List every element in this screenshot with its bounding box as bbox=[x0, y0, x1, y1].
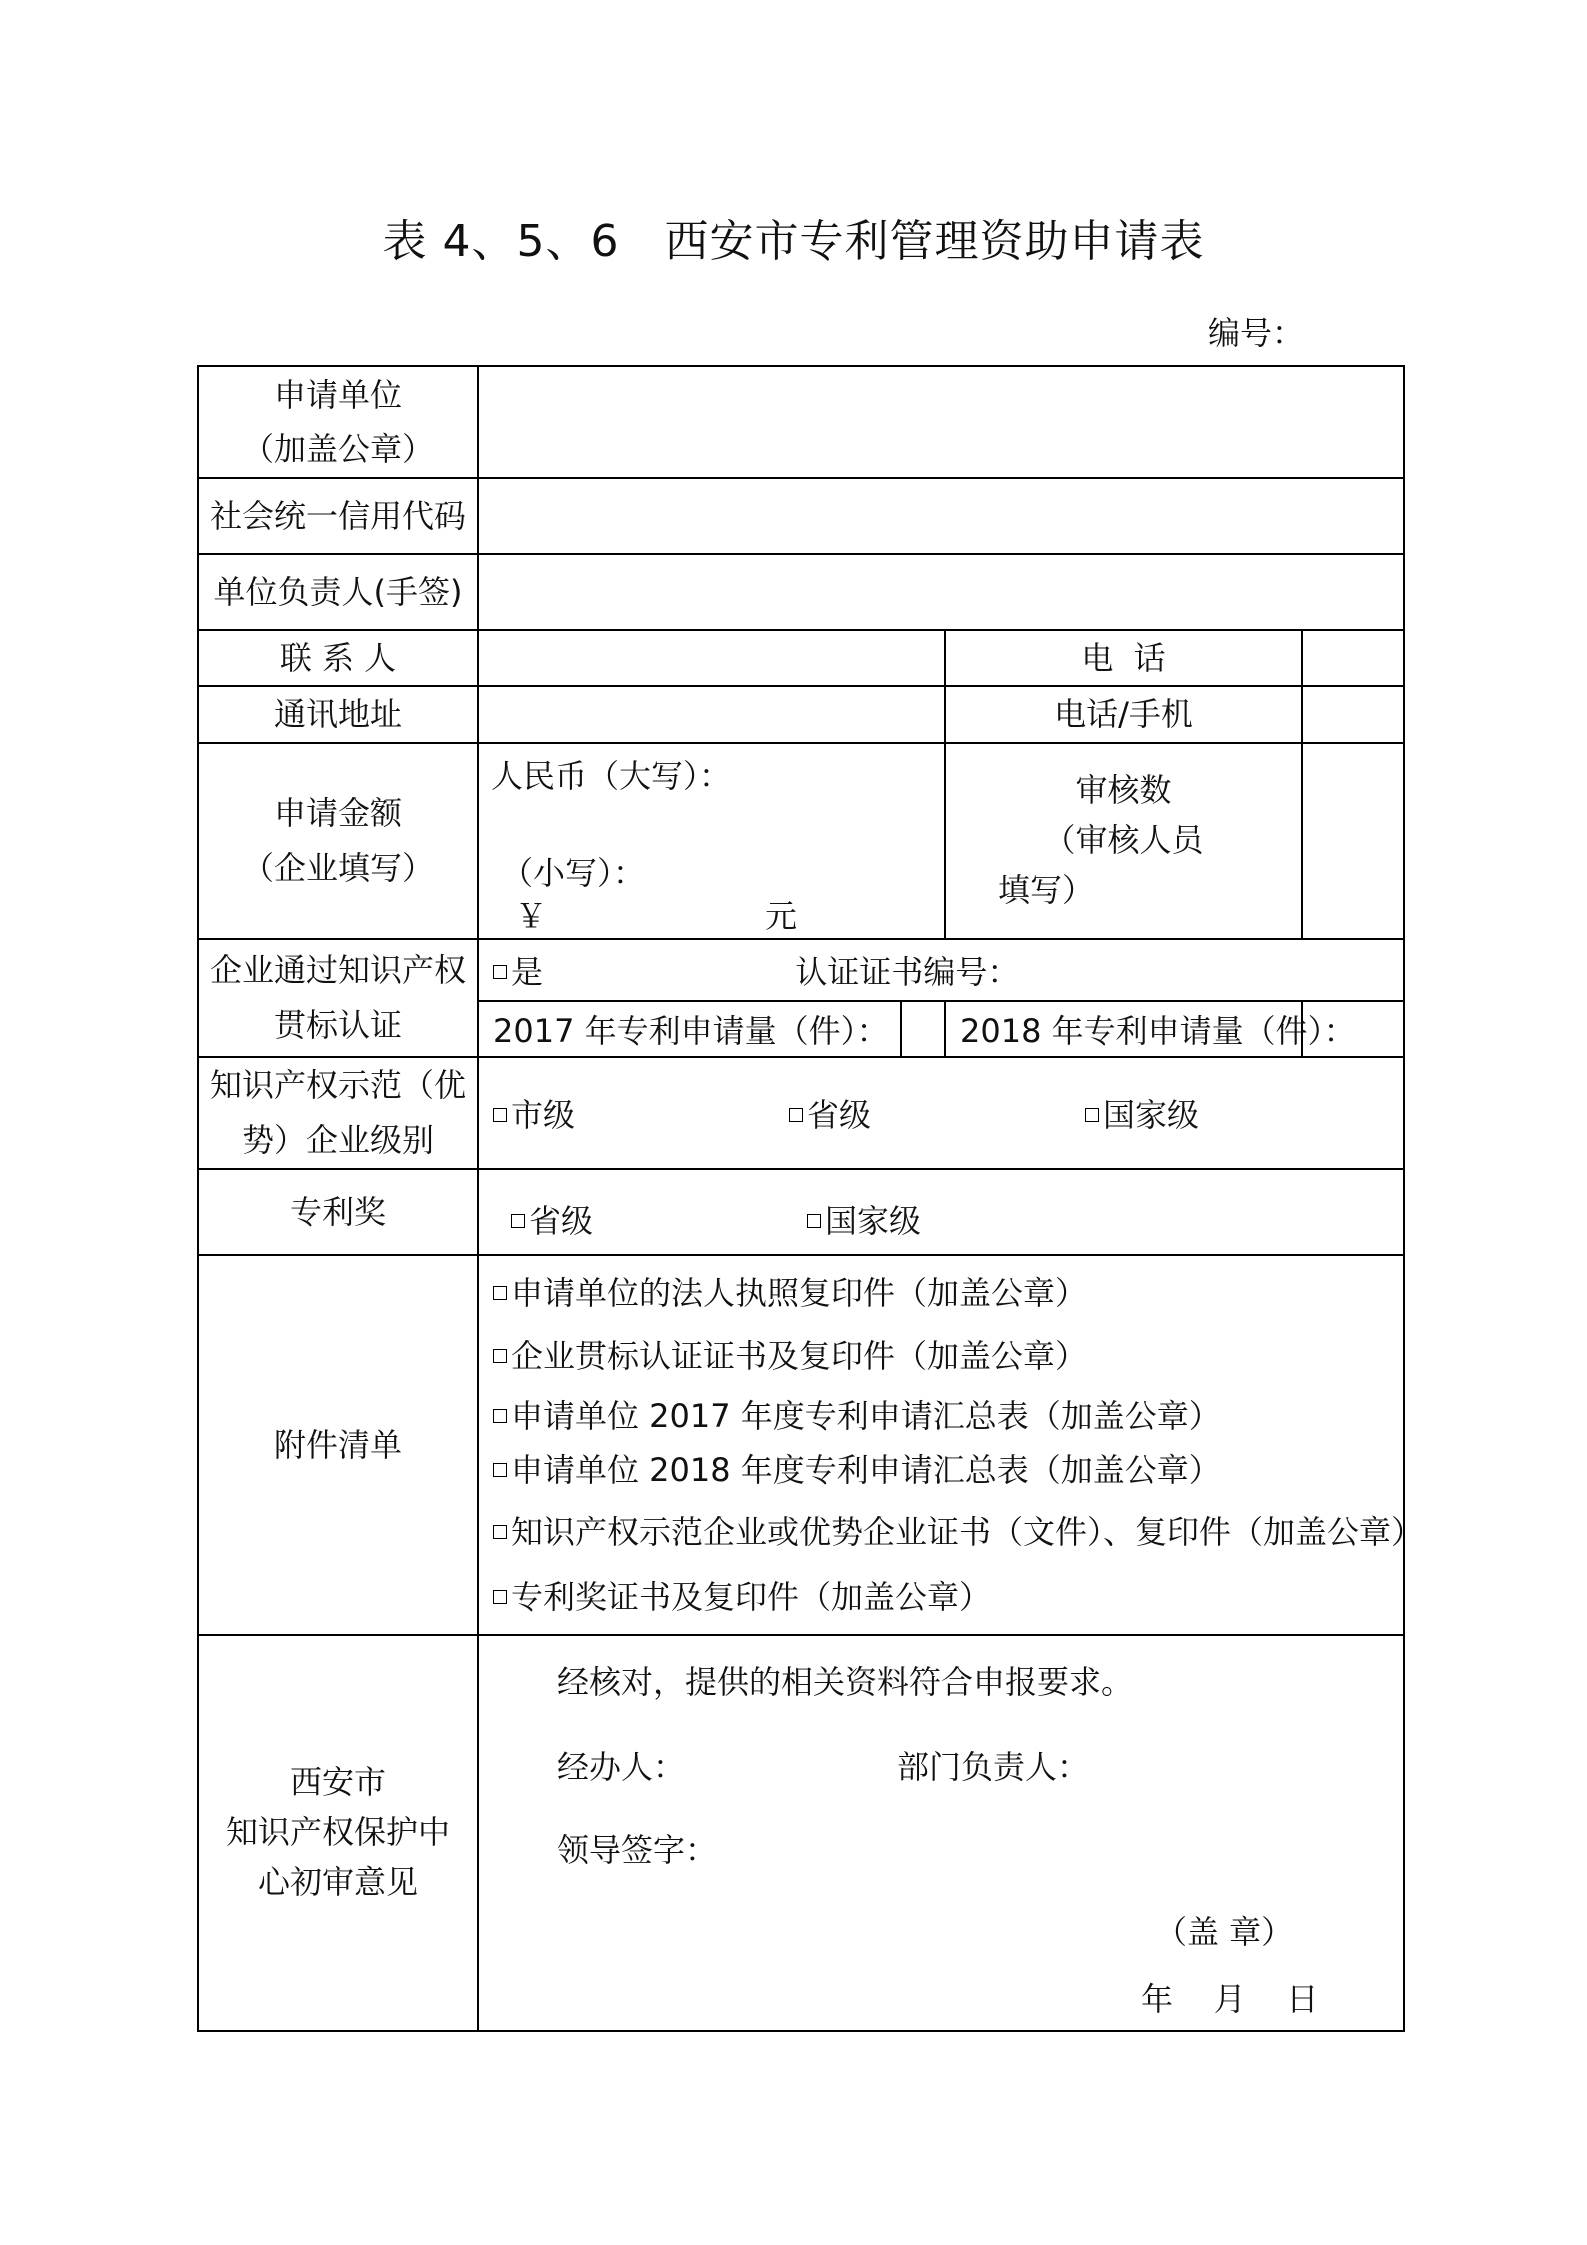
applicant-unit-label-cell bbox=[198, 366, 478, 478]
patent-award-province-checkbox[interactable] bbox=[511, 1214, 525, 1228]
credit-code-field[interactable] bbox=[478, 478, 1404, 554]
demo-level-national-label: 国家级 bbox=[1103, 1095, 1200, 1134]
amount-field-content bbox=[479, 745, 944, 937]
attachment-item-label: 专利奖证书及复印件（加盖公章） bbox=[511, 1577, 992, 1616]
patent-award-label: 专利奖 bbox=[198, 1169, 478, 1255]
review-content-cell bbox=[478, 1635, 1404, 2031]
attachment-item bbox=[479, 1567, 1403, 1627]
review-amount-label-cell bbox=[945, 743, 1302, 939]
attachment-checkbox[interactable] bbox=[493, 1463, 507, 1477]
demo-level-city-checkbox[interactable] bbox=[493, 1108, 507, 1122]
address-label: 通讯地址 bbox=[198, 686, 478, 742]
attachment-checkbox[interactable] bbox=[493, 1349, 507, 1363]
serial-number-label: 编号： bbox=[1208, 314, 1305, 352]
document-title: 表 4、5、6 西安市专利管理资助申请表 bbox=[382, 216, 1205, 267]
amount-label-cell bbox=[198, 743, 478, 939]
review-amount-note-1: （审核人员 bbox=[1043, 820, 1204, 859]
patent-award-national-label: 国家级 bbox=[825, 1201, 922, 1240]
seal-label: （盖 章） bbox=[1155, 1912, 1294, 1951]
amount-field[interactable] bbox=[478, 743, 945, 939]
patent-award-province-label: 省级 bbox=[529, 1201, 594, 1240]
demo-level-province-checkbox[interactable] bbox=[789, 1108, 803, 1122]
attachment-item bbox=[479, 1323, 1403, 1389]
mobile-label: 电话/手机 bbox=[945, 686, 1302, 742]
amount-label-note: （企业填写） bbox=[241, 848, 434, 887]
attachment-item-label: 申请单位的法人执照复印件（加盖公章） bbox=[511, 1273, 1088, 1312]
apply-2017-field[interactable] bbox=[901, 1001, 945, 1057]
phone-field[interactable] bbox=[1302, 630, 1404, 686]
review-label-cell bbox=[198, 1635, 478, 2031]
apply-2017-label: 2017 年专利申请量（件）： bbox=[478, 1001, 901, 1057]
review-amount-label: 审核数 bbox=[1075, 771, 1172, 810]
applicant-unit-field[interactable] bbox=[478, 366, 1404, 478]
attachment-checkbox[interactable] bbox=[493, 1590, 507, 1604]
patent-award-options bbox=[478, 1169, 1404, 1255]
attachment-item-label: 申请单位 2018 年度专利申请汇总表（加盖公章） bbox=[511, 1450, 1221, 1489]
cert-number-label: 认证证书编号： bbox=[795, 952, 1020, 991]
certification-yes-label: 是 bbox=[511, 952, 544, 991]
mobile-field[interactable] bbox=[1302, 686, 1404, 742]
demo-level-label-2: 势）企业级别 bbox=[241, 1120, 434, 1159]
attachment-item bbox=[479, 1497, 1424, 1567]
leader-sign-label: 领导签字： bbox=[557, 1830, 718, 1869]
address-field[interactable] bbox=[478, 686, 945, 742]
application-form-table bbox=[197, 365, 1424, 2032]
contact-label: 联 系 人 bbox=[198, 630, 478, 686]
unit-head-label: 单位负责人(手签) bbox=[198, 554, 478, 630]
patent-award-national-checkbox[interactable] bbox=[807, 1214, 821, 1228]
applicant-unit-label: 申请单位 bbox=[273, 375, 402, 414]
attachment-item bbox=[479, 1389, 1403, 1443]
rmb-lower-label: （小写）： bbox=[501, 853, 646, 892]
demo-level-options bbox=[478, 1057, 1404, 1169]
rmb-upper-label: 人民币（大写）： bbox=[491, 756, 732, 795]
certification-label: 企业通过知识产权 bbox=[209, 951, 466, 990]
certification-yes-checkbox[interactable] bbox=[493, 965, 507, 979]
credit-code-label: 社会统一信用代码 bbox=[198, 478, 478, 554]
demo-level-province-label: 省级 bbox=[807, 1095, 872, 1134]
yen-symbol: ￥ bbox=[515, 896, 548, 935]
handler-label: 经办人： bbox=[557, 1747, 686, 1786]
attachment-item bbox=[479, 1443, 1403, 1497]
demo-level-label: 知识产权示范（优 bbox=[209, 1066, 466, 1105]
phone-label: 电 话 bbox=[945, 630, 1302, 686]
review-amount-note-2: 填写） bbox=[998, 870, 1095, 909]
attachment-checkbox[interactable] bbox=[493, 1525, 507, 1539]
review-label-3: 心初审意见 bbox=[257, 1862, 418, 1901]
apply-2018-label: 2018 年专利申请量（件）： bbox=[945, 1001, 1302, 1057]
certification-yes-row bbox=[478, 939, 1404, 1001]
certification-label-cell bbox=[198, 939, 478, 1057]
attachment-checkbox[interactable] bbox=[493, 1286, 507, 1300]
demo-level-label-cell bbox=[198, 1057, 478, 1169]
attachment-item bbox=[479, 1263, 1403, 1323]
review-statement: 经核对，提供的相关资料符合申报要求。 bbox=[557, 1662, 1134, 1701]
review-label-1: 西安市 bbox=[289, 1763, 386, 1802]
review-content bbox=[479, 1637, 1403, 2029]
attachment-item-label: 企业贯标认证证书及复印件（加盖公章） bbox=[511, 1336, 1088, 1375]
certification-label-2: 贯标认证 bbox=[273, 1005, 402, 1044]
review-label-2: 知识产权保护中 bbox=[225, 1812, 450, 1851]
attachment-checkbox[interactable] bbox=[493, 1409, 507, 1423]
attachments-label: 附件清单 bbox=[198, 1255, 478, 1635]
dept-head-label: 部门负责人： bbox=[897, 1747, 1090, 1786]
amount-label: 申请金额 bbox=[273, 794, 402, 833]
demo-level-city-label: 市级 bbox=[511, 1095, 576, 1134]
contact-field[interactable] bbox=[478, 630, 945, 686]
demo-level-national-checkbox[interactable] bbox=[1085, 1108, 1099, 1122]
review-amount-field[interactable] bbox=[1302, 743, 1404, 939]
unit-head-field[interactable] bbox=[478, 554, 1404, 630]
applicant-unit-seal-note: （加盖公章） bbox=[241, 430, 434, 468]
attachment-item-label: 知识产权示范企业或优势企业证书（文件）、复印件（加盖公章） bbox=[511, 1512, 1424, 1551]
date-label: 年 月 日 bbox=[1141, 1979, 1319, 2018]
yuan-label: 元 bbox=[765, 896, 798, 935]
attachment-item-label: 申请单位 2017 年度专利申请汇总表（加盖公章） bbox=[511, 1396, 1221, 1435]
attachments-list bbox=[478, 1255, 1424, 1635]
